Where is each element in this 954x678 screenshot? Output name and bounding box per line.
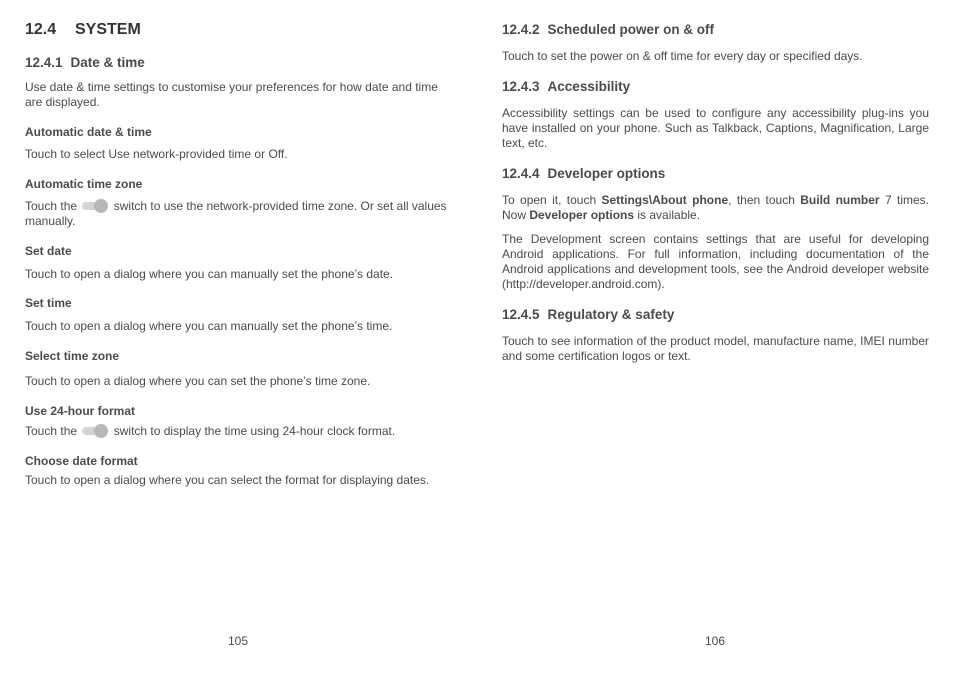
text-before: Touch the: [25, 199, 78, 213]
subsection-number: 12.4.2: [502, 22, 540, 37]
heading-select-time-zone: Select time zone: [25, 349, 120, 363]
heading-automatic-time-zone: Automatic time zone: [25, 177, 143, 191]
heading-choose-date-format: Choose date format: [25, 454, 138, 468]
subsection-heading-date-time: [25, 55, 145, 70]
text-set-time: Touch to open a dialog where you can manually set the phone’s time.: [25, 319, 393, 333]
text-run: 7 times. Now: [502, 193, 929, 222]
text-after: switch to use the network-provided time zone. Or set all values manually.: [25, 199, 447, 228]
text-select-time-zone: Touch to open a dialog where you can set the phone’s time zone.: [25, 374, 371, 388]
text-regulatory: Touch to see information of the product model, manufacture name, IMEI number and some certification logos or text.: [502, 334, 929, 363]
page-number: 105: [227, 634, 249, 648]
page-number: 106: [704, 634, 726, 648]
subsection-title: Date & time: [70, 55, 145, 70]
text-24-hour-format: [25, 424, 455, 439]
text-choose-date-format: Touch to open a dialog where you can select the format for displaying dates.: [25, 473, 430, 487]
subsection-heading-developer-options: [502, 166, 665, 181]
text-run: is available.: [634, 208, 701, 222]
text-developer-options-description: The Development screen contains settings that are useful for developing Android applications. For full information, including documentation of the Android applications and development tools, see the Android developer website (http://developer.android.com).: [502, 232, 929, 291]
build-number-label: Build number: [800, 193, 880, 207]
heading-set-date: Set date: [25, 244, 72, 258]
heading-24-hour-format: Use 24-hour format: [25, 404, 136, 418]
text-set-date: Touch to open a dialog where you can manually set the phone’s date.: [25, 267, 394, 281]
section-title: SYSTEM: [75, 21, 141, 38]
subsection-number: 12.4.4: [502, 166, 540, 181]
right-page: [502, 0, 929, 678]
toggle-switch-icon: [82, 199, 108, 213]
subsection-number: 12.4.5: [502, 307, 540, 322]
subsection-title: Developer options: [547, 166, 666, 181]
text-accessibility: Accessibility settings can be used to configure any accessibility plug-ins you have installed on your phone. Such as Talkback, Captions, Magnification, Large text, etc.: [502, 106, 929, 150]
text-run: , then touch: [728, 193, 801, 207]
subsection-title: Scheduled power on & off: [547, 22, 715, 37]
section-heading: [25, 21, 141, 39]
intro-paragraph: Use date & time settings to customise your preferences for how date and time are displayed.: [25, 80, 438, 109]
left-page: [25, 0, 455, 678]
heading-automatic-date-time: Automatic date & time: [25, 125, 152, 139]
text-scheduled-power: Touch to set the power on & off time for every day or specified days.: [502, 49, 863, 63]
toggle-switch-icon: [82, 424, 108, 438]
subsection-heading-regulatory: [502, 307, 674, 322]
subsection-title: Accessibility: [547, 79, 631, 94]
subsection-number: 12.4.3: [502, 79, 540, 94]
text-developer-options-open: [502, 193, 929, 223]
section-number: 12.4: [25, 21, 57, 38]
developer-options-label: Developer options: [529, 208, 635, 222]
text-automatic-time-zone: [25, 199, 455, 229]
text-automatic-date-time: Touch to select Use network-provided time or Off.: [25, 147, 288, 161]
settings-path: Settings\About phone: [601, 193, 729, 207]
subsection-heading-accessibility: [502, 79, 630, 94]
subsection-heading-scheduled-power: [502, 22, 714, 37]
text-before: Touch the: [25, 424, 78, 438]
text-run: To open it, touch: [502, 193, 602, 207]
text-after: switch to display the time using 24-hour clock format.: [113, 424, 396, 438]
subsection-title: Regulatory & safety: [547, 307, 675, 322]
heading-set-time: Set time: [25, 296, 72, 310]
subsection-number: 12.4.1: [25, 55, 63, 70]
